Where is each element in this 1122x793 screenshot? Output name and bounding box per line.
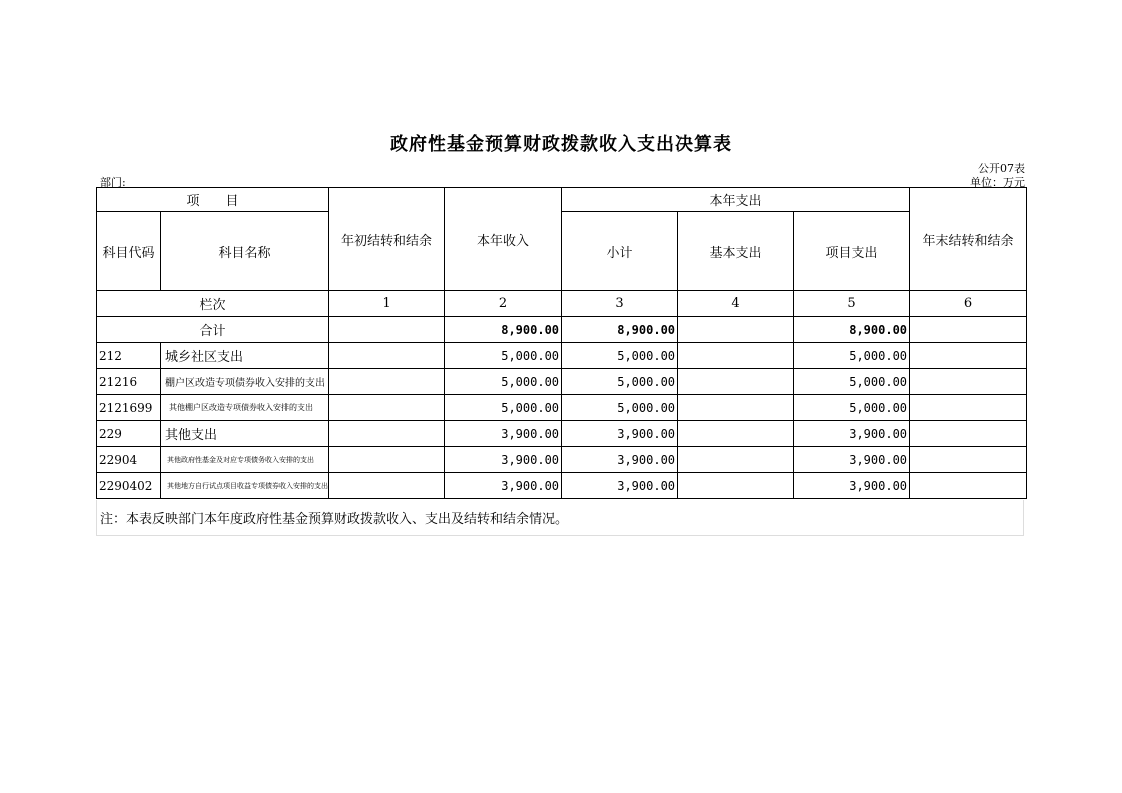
row-code: 212: [97, 343, 161, 369]
row-income: 5,000.00: [445, 369, 562, 395]
row-project: 3,900.00: [794, 473, 910, 499]
column-number: 4: [678, 291, 794, 317]
row-ending-balance: [910, 369, 1027, 395]
table-row: [97, 343, 1027, 369]
row-basic: [678, 447, 794, 473]
row-subtotal: 3,900.00: [562, 447, 678, 473]
table-row: [97, 369, 1027, 395]
header-item: 项 目: [97, 188, 329, 212]
form-code: 公开07表: [978, 162, 1025, 175]
header-name: 科目名称: [161, 212, 329, 291]
row-project: 3,900.00: [794, 447, 910, 473]
fund-budget-table: [96, 187, 1027, 499]
row-project: 5,000.00: [794, 395, 910, 421]
row-income: 3,900.00: [445, 473, 562, 499]
row-income: 5,000.00: [445, 343, 562, 369]
row-basic: [678, 473, 794, 499]
row-basic: [678, 421, 794, 447]
department-label: 部门:: [100, 176, 126, 189]
total-project: 8,900.00: [794, 317, 910, 343]
row-ending-balance: [910, 343, 1027, 369]
table-row: [97, 395, 1027, 421]
page-title: 政府性基金预算财政拨款收入支出决算表: [390, 134, 732, 155]
header-expenditure: 本年支出: [562, 188, 910, 212]
row-code: 22904: [97, 447, 161, 473]
header-income: 本年收入: [445, 188, 562, 291]
table-row: [97, 473, 1027, 499]
row-basic: [678, 395, 794, 421]
row-code: 2121699: [97, 395, 161, 421]
unit-label: 单位：万元: [970, 176, 1025, 189]
row-subtotal: 3,900.00: [562, 473, 678, 499]
header-basic: 基本支出: [678, 212, 794, 291]
column-number-label: 栏次: [97, 291, 329, 317]
row-subtotal: 5,000.00: [562, 343, 678, 369]
row-ending-balance: [910, 395, 1027, 421]
table-note: 注：本表反映部门本年度政府性基金预算财政拨款收入、支出及结转和结余情况。: [96, 500, 1024, 536]
header-code: 科目代码: [97, 212, 161, 291]
row-income: 3,900.00: [445, 421, 562, 447]
row-basic: [678, 343, 794, 369]
header-project: 项目支出: [794, 212, 910, 291]
column-number-row: [97, 291, 1027, 317]
table-row: [97, 421, 1027, 447]
total-basic: [678, 317, 794, 343]
row-name: 其他棚户区改造专项债券收入安排的支出: [161, 395, 329, 421]
total-label: 合计: [97, 317, 329, 343]
row-beginning-balance: [329, 395, 445, 421]
row-subtotal: 5,000.00: [562, 395, 678, 421]
row-ending-balance: [910, 473, 1027, 499]
column-number: 6: [910, 291, 1027, 317]
header-ending-balance: 年末结转和结余: [910, 188, 1027, 291]
row-beginning-balance: [329, 421, 445, 447]
row-name: 城乡社区支出: [161, 343, 329, 369]
row-ending-balance: [910, 447, 1027, 473]
header-subtotal: 小计: [562, 212, 678, 291]
row-beginning-balance: [329, 473, 445, 499]
row-income: 5,000.00: [445, 395, 562, 421]
column-number: 5: [794, 291, 910, 317]
row-income: 3,900.00: [445, 447, 562, 473]
table-row: [97, 447, 1027, 473]
total-income: 8,900.00: [445, 317, 562, 343]
total-ending-balance: [910, 317, 1027, 343]
row-beginning-balance: [329, 343, 445, 369]
row-project: 5,000.00: [794, 343, 910, 369]
total-row: [97, 317, 1027, 343]
row-name: 其他支出: [161, 421, 329, 447]
row-beginning-balance: [329, 369, 445, 395]
column-number: 3: [562, 291, 678, 317]
total-beginning-balance: [329, 317, 445, 343]
column-number: 1: [329, 291, 445, 317]
row-name: 其他地方自行试点项目收益专项债券收入安排的支出: [161, 473, 329, 499]
row-basic: [678, 369, 794, 395]
row-subtotal: 3,900.00: [562, 421, 678, 447]
row-ending-balance: [910, 421, 1027, 447]
column-number: 2: [445, 291, 562, 317]
row-code: 229: [97, 421, 161, 447]
row-name: 棚户区改造专项债券收入安排的支出: [161, 369, 329, 395]
row-project: 5,000.00: [794, 369, 910, 395]
total-subtotal: 8,900.00: [562, 317, 678, 343]
row-code: 21216: [97, 369, 161, 395]
row-beginning-balance: [329, 447, 445, 473]
row-code: 2290402: [97, 473, 161, 499]
row-subtotal: 5,000.00: [562, 369, 678, 395]
row-project: 3,900.00: [794, 421, 910, 447]
header-beginning-balance: 年初结转和结余: [329, 188, 445, 291]
row-name: 其他政府性基金及对应专项债务收入安排的支出: [161, 447, 329, 473]
